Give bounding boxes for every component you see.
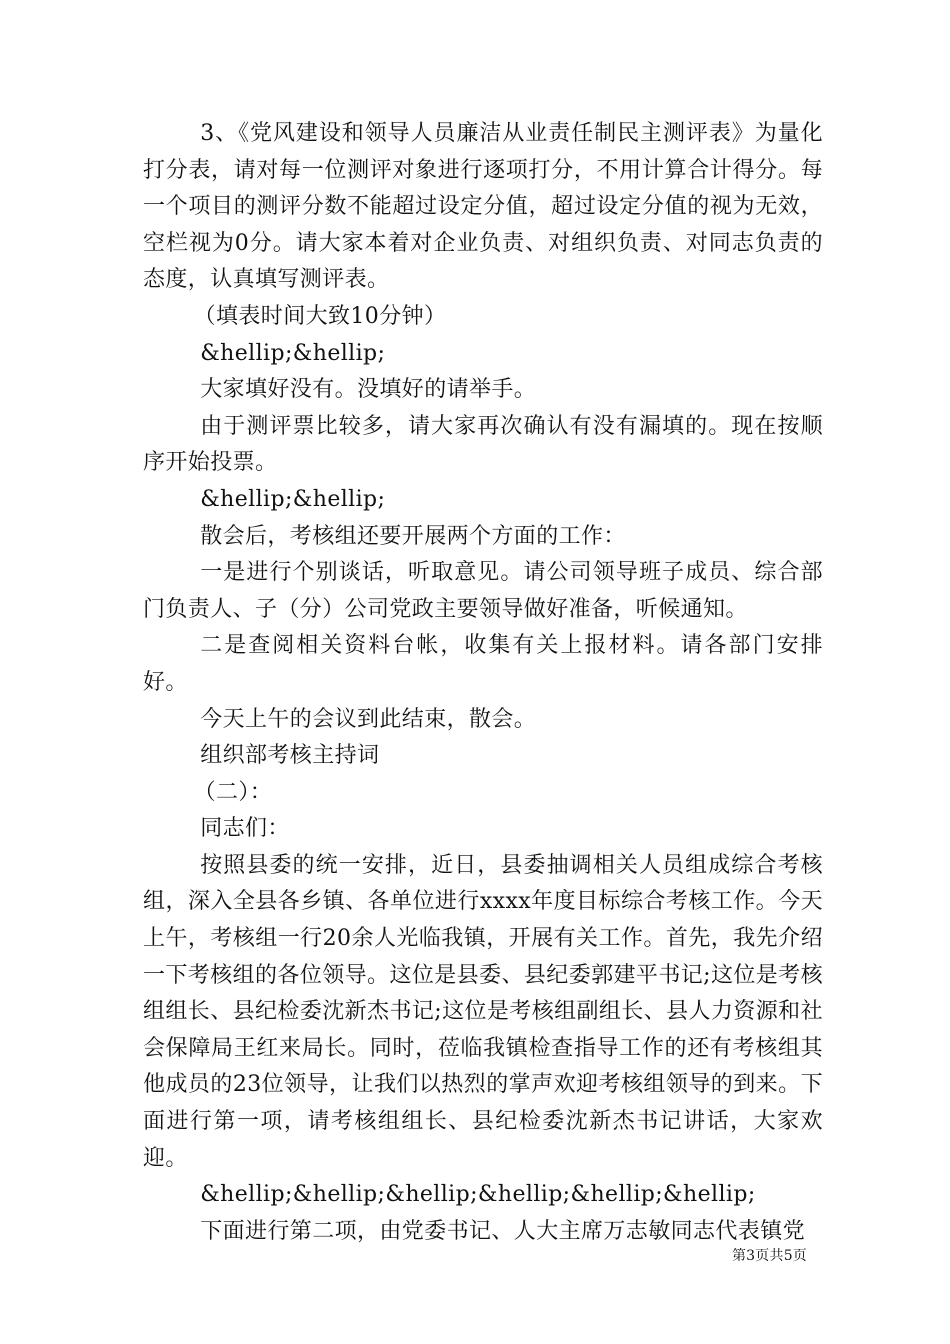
document-body: [143, 116, 823, 1250]
section-number: （二）：: [193, 779, 273, 805]
paragraph-2: （填表时间大致10分钟）: [193, 303, 447, 329]
paragraph-15: &hellip;&hellip;&hellip;&hellip;&hellip;&hellip;: [200, 1182, 756, 1208]
paragraph-3: &hellip;&hellip;: [200, 340, 386, 366]
paragraph-9: 二是查阅相关资料台帐，收集有关上报材料。请各部门安排好。: [143, 633, 823, 695]
paragraph-14: 按照县委的统一安排，近日，县委抽调相关人员组成综合考核组，深入全县各乡镇、各单位进行xxxx年度目标综合考核工作。今天上午，考核组一行20余人光临我镇，开展有关工作。首先，我先介绍一下考核组的各位领导。这位是县委、县纪委郭建平书记;这位是考核组组长、县纪检委沈新杰书记;这位是考核组副组长、县人力资源和社会保障局王红来局长。同时，莅临我镇检查指导工作的还有考核组其他成员的23位领导，让我们以热烈的掌声欢迎考核组领导的到来。下面进行第一项，请考核组组长、县纪检委沈新杰书记讲话，大家欢迎。: [143, 852, 823, 1171]
page-number: 第3页共5页: [731, 1248, 807, 1264]
paragraph-6: &hellip;&hellip;: [200, 486, 386, 512]
paragraph-1: 3、《党风建设和领导人员廉洁从业责任制民主测评表》为量化打分表，请对每一位测评对象进行逐项打分，不用计算合计得分。每一个项目的测评分数不能超过设定分值，超过设定分值的视为无效，空栏视为0分。请大家本着对企业负责、对组织负责、对同志负责的态度，认真填写测评表。: [143, 121, 823, 293]
paragraph-5: 由于测评票比较多，请大家再次确认有没有漏填的。现在按顺序开始投票。: [143, 413, 823, 476]
paragraph-4: 大家填好没有。没填好的请举手。: [200, 377, 537, 403]
paragraph-10: 今天上午的会议到此结束，散会。: [200, 706, 537, 732]
paragraph-16: 下面进行第二项，由党委书记、人大主席万志敏同志代表镇党: [200, 1218, 805, 1244]
section-title: 组织部考核主持词: [200, 743, 380, 769]
salutation: 同志们：: [200, 816, 290, 842]
paragraph-7: 散会后，考核组还要开展两个方面的工作：: [200, 523, 626, 549]
paragraph-8: 一是进行个别谈话，听取意见。请公司领导班子成员、综合部门负责人、子（分）公司党政主要领导做好准备，听候通知。: [143, 560, 823, 622]
